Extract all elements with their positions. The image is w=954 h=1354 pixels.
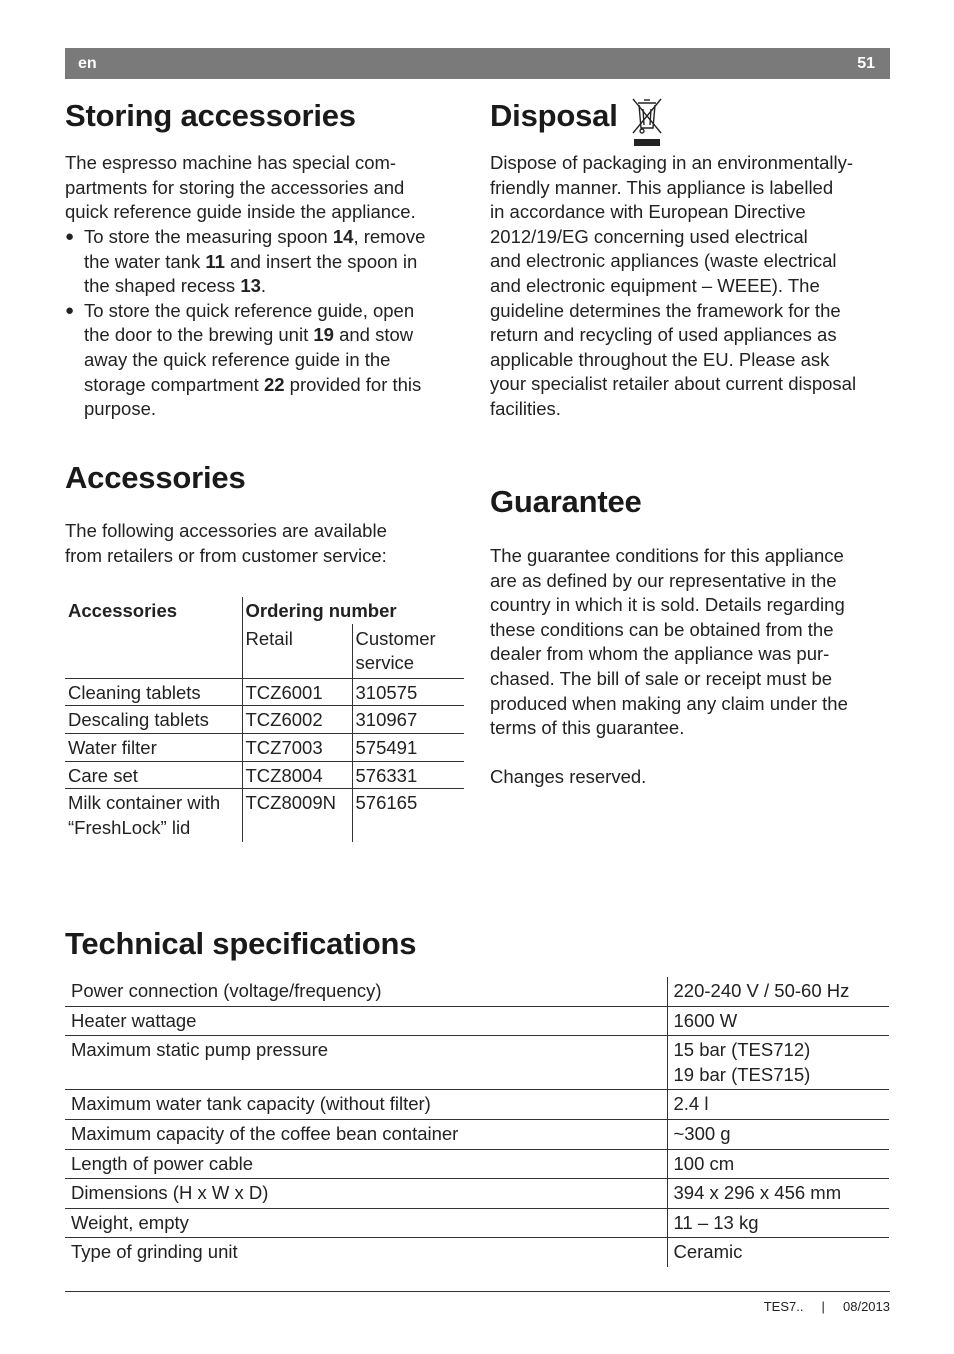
table-row: Water filter TCZ7003 575491 [65,733,464,761]
bullet-dot: ● [65,228,75,245]
crossed-out-wheelie-bin-icon [629,95,665,147]
storing-intro [65,151,416,225]
storing-line: The espresso machine has special com- [65,152,397,173]
table-row: Descaling tablets TCZ6002 310967 [65,706,464,734]
table-row: Weight, empty 11 – 13 kg [65,1208,889,1238]
table-row: Power connection (voltage/frequency) 220-240 V / 50-60 Hz [65,977,889,1006]
table-row: Cleaning tablets TCZ6001 310575 [65,678,464,706]
table-row: Maximum water tank capacity (without filter) 2.4 l [65,1090,889,1120]
table-row: Milk container with “FreshLock” lid TCZ8009N 576165 [65,789,464,843]
changes-reserved: Changes reserved. [490,766,647,787]
tech-spec-table [65,977,889,1267]
page-number: 51 [857,55,875,72]
col-header-retail: Retail [242,624,352,679]
footer-date: 08/2013 [843,1299,890,1314]
footer-separator: | [821,1299,825,1314]
table-row: Type of grinding unit Ceramic [65,1238,889,1267]
table-row: Dimensions (H x W x D) 394 x 296 x 456 mm [65,1179,889,1209]
storing-bullet-spoon: ● To store the measuring spoon 14, remove the water tank 11 and insert the spoon in the shaped recess 13. [65,226,426,297]
bullet-dot: ● [65,301,75,319]
language-code: en [78,55,97,72]
storing-bullet-guide: ● To store the quick reference guide, open the door to the brewing unit 19 and stow away the quick reference guide in the storage compartment 22 provided for this purpose. [65,299,422,420]
storing-title: Storing accessories [65,98,356,133]
accessories-table [65,597,464,842]
tech-title: Technical specifications [65,926,417,961]
footer [764,1299,890,1314]
table-row: Maximum capacity of the coffee bean container ~300 g [65,1119,889,1149]
table-header-row [65,597,464,624]
storing-bullets [65,225,425,422]
footer-divider [65,1291,890,1292]
disposal-text: Dispose of packaging in an environmentally- friendly manner. This appliance is labelled in accordance with European Directive 2012/19/EG concerning used electrical and electronic appliances (waste electrical and electronic equipment – WEEE). The guideline determines the framework for the return and recycling of used appliances as applicable throughout the EU. Please ask your specialist retailer about current disposal facilities. [490,152,857,419]
guarantee-text: The guarantee conditions for this appliance are as defined by our representative in the country in which it is sold. Details regarding these conditions can be obtained from the dealer from whom the appliance was pur- chased. The bill of sale or receipt must be produced when making any claim under the terms of this guarantee. [490,545,848,739]
accessories-intro: The following accessories are available from retailers or from customer service: [65,520,387,566]
accessories-title: Accessories [65,460,246,495]
disposal-title: Disposal [490,98,618,133]
page-header-bar [65,48,890,79]
table-row: Care set TCZ8004 576331 [65,761,464,789]
storing-line: partments for storing the accessories and [65,176,405,198]
footer-model: TES7.. [763,1299,804,1314]
col-header-customer: Customer service [352,624,464,679]
table-subheader-row [65,624,464,679]
storing-line: quick reference guide inside the appliance. [65,201,416,223]
table-row: Length of power cable 100 cm [65,1149,889,1179]
col-header-accessories: Accessories [68,600,178,621]
table-row: Heater wattage 1600 W [65,1006,889,1036]
col-header-ordering: Ordering number [242,597,464,624]
table-row: Maximum static pump pressure 15 bar (TES712) 19 bar (TES715) [65,1036,889,1090]
guarantee-title: Guarantee [490,484,642,519]
